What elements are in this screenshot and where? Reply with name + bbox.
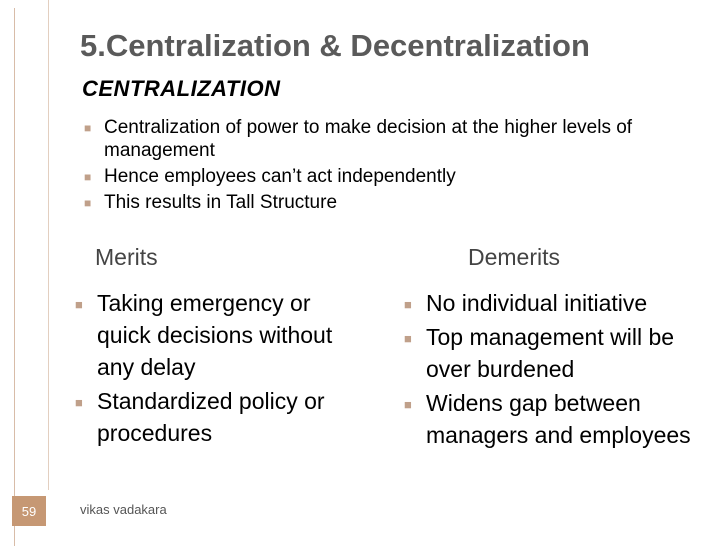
slide-title: 5.Centralization & Decentralization bbox=[80, 28, 590, 63]
section-subheading: CENTRALIZATION bbox=[82, 76, 281, 101]
frame-line-left bbox=[14, 8, 15, 546]
centralization-list bbox=[84, 116, 694, 217]
bullet-icon: ■ bbox=[84, 121, 92, 135]
frame-line-inner bbox=[48, 0, 49, 490]
merits-list bbox=[75, 287, 365, 451]
bullet-icon: ■ bbox=[75, 395, 83, 410]
bullet-icon: ■ bbox=[84, 170, 92, 184]
list-item: ■ Hence employees can’t act independently bbox=[84, 166, 456, 187]
bullet-icon: ■ bbox=[75, 297, 83, 312]
merits-heading: Merits bbox=[95, 244, 158, 270]
list-item: ■ Centralization of power to make decision at the higher levels of management bbox=[84, 117, 633, 161]
bullet-icon: ■ bbox=[404, 397, 412, 412]
page-number-badge: 59 bbox=[12, 496, 46, 526]
list-item: ■ No individual initiative bbox=[404, 287, 704, 319]
demerits-list bbox=[404, 287, 704, 453]
bullet-icon: ■ bbox=[84, 196, 92, 210]
list-item: ■ Taking emergency or quick decisions without any delay bbox=[75, 290, 333, 380]
list-item: ■ Widens gap between managers and employees bbox=[404, 390, 691, 448]
bullet-icon: ■ bbox=[404, 331, 412, 346]
demerits-heading: Demerits bbox=[468, 244, 561, 270]
bullet-icon: ■ bbox=[404, 297, 412, 312]
list-item: ■ Top management will be over burdened bbox=[404, 324, 675, 382]
list-item: ■ This results in Tall Structure bbox=[84, 192, 338, 213]
footer-author: vikas vadakara bbox=[80, 502, 167, 517]
list-item: ■ Standardized policy or procedures bbox=[75, 388, 325, 446]
